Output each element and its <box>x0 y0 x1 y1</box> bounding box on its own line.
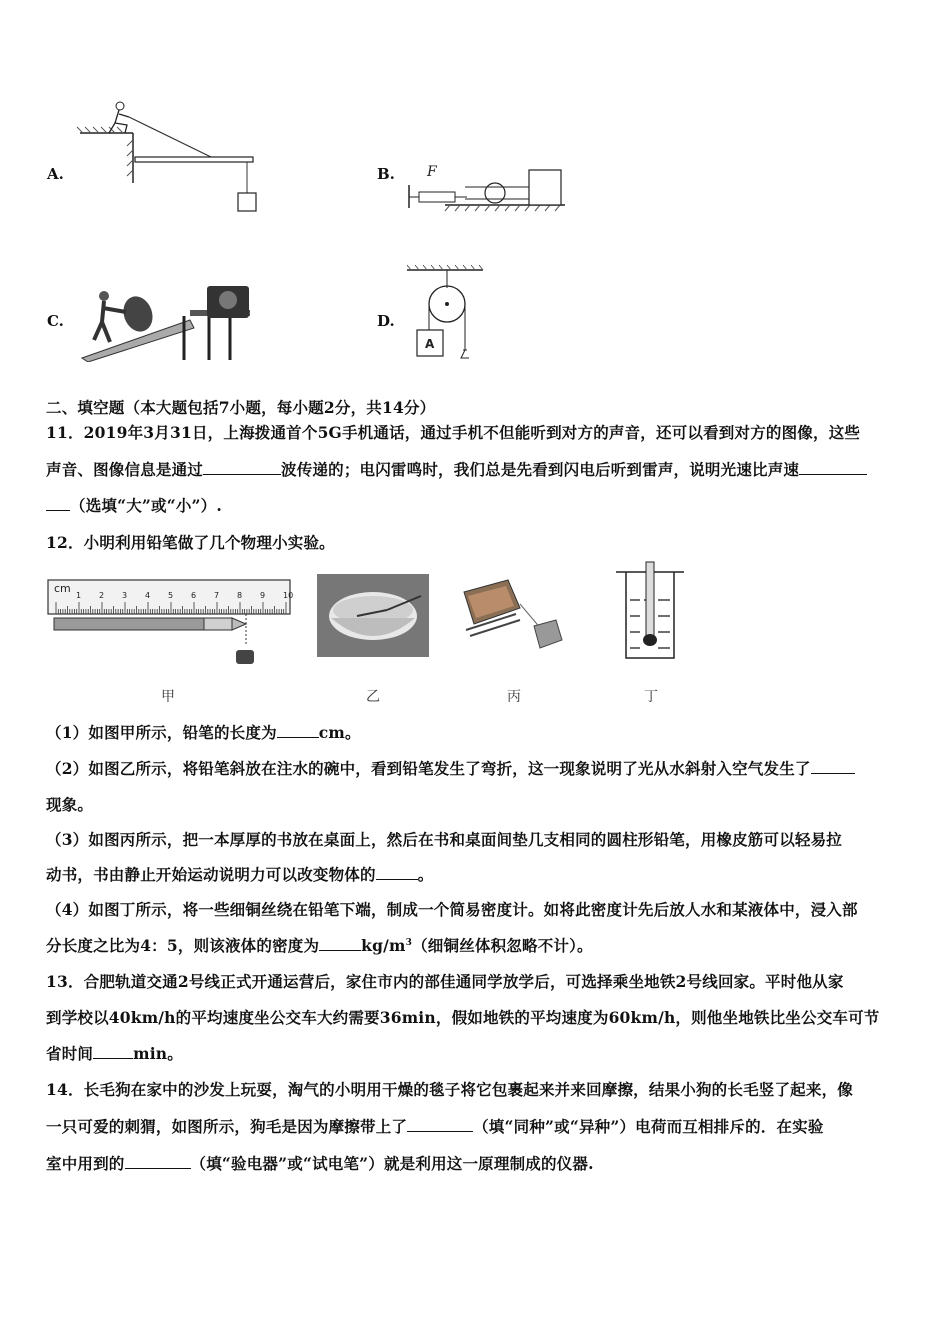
lever-figure-a <box>75 95 290 220</box>
q13-line-3 <box>46 1042 183 1064</box>
q12-part-4-cont <box>46 934 593 956</box>
q12-intro: 12．小明利用铅笔做了几个物理小实验。 <box>46 533 335 552</box>
option-c-label: C. <box>47 312 64 330</box>
q12-p1-text-a: （1）如图甲所示，铅笔的长度为 <box>46 723 277 742</box>
caption-jia: 甲 <box>161 689 175 705</box>
q13-text-3a: 省时间 <box>46 1044 94 1063</box>
q12-blank-3[interactable] <box>376 865 418 880</box>
caption-ding: 丁 <box>644 689 658 705</box>
q14-text-2a: 一只可爱的刺猬，如图所示，狗毛是因为摩擦带上了 <box>46 1117 408 1136</box>
option-d-label: D. <box>377 312 395 330</box>
q11-text-3: （选填“大”或“小”）. <box>70 496 222 515</box>
option-a-label: A. <box>47 165 64 183</box>
q11-line-3 <box>46 494 222 516</box>
caption-yi: 乙 <box>366 689 380 705</box>
force-label: F <box>427 164 437 180</box>
ruler-tick-label: 2 <box>99 591 105 600</box>
q12-p4-text-b: 分长度之比为4：5，则该液体的密度为 <box>46 936 320 955</box>
option-b-label: B. <box>377 165 395 183</box>
q14-text-2b: （填“同种”或“异种”）电荷而互相排斥的．在实验 <box>473 1117 824 1136</box>
ruler-tick-label: 5 <box>168 591 174 600</box>
ruler-figure-jia <box>46 574 296 674</box>
q12-blank-1[interactable] <box>277 723 319 738</box>
q14-line-1: 14．长毛狗在家中的沙发上玩耍，淘气的小明用干燥的毯子将它包裹起来并来回摩擦，结果小狗的长毛竖了起来，像 <box>46 1080 853 1099</box>
q11-text-2a: 声音、图像信息是通过 <box>46 460 204 479</box>
q14-blank-1[interactable] <box>407 1117 473 1132</box>
q11-blank-1[interactable] <box>203 460 281 475</box>
q13-line-2: 到学校以40km/h的平均速度坐公交车大约需要36min，假如地铁的平均速度为60km/h，则他坐地铁比坐公交车可节 <box>46 1008 880 1027</box>
caption-bing: 丙 <box>507 689 521 705</box>
q12-p2-text-a: （2）如图乙所示，将铅笔斜放在注水的碗中，看到铅笔发生了弯折，这一现象说明了光从水斜射入空气发生了 <box>46 759 811 778</box>
q12-part-4: （4）如图丁所示，将一些细铜丝绕在铅笔下端，制成一个简易密度计。如将此密度计先后放人水和某液体中，浸入部 <box>46 900 858 919</box>
q12-p1-text-b: cm。 <box>318 723 361 742</box>
ruler-tick-label: 4 <box>145 591 151 600</box>
q11-blank-2-cont[interactable] <box>46 496 70 511</box>
q12-p4-text-d: （细铜丝体积忽略不计）。 <box>412 936 593 955</box>
q12-part-3-cont <box>46 863 433 885</box>
ruler-tick-label: 6 <box>191 591 197 600</box>
q12-p3-text-b: 动书，书由静止开始运动说明力可以改变物体的 <box>46 865 376 884</box>
pulley-figure-b <box>405 160 570 215</box>
q11-text-2b: 波传递的；电闪雷鸣时，我们总是先看到闪电后听到雷声，说明光速比声速 <box>281 460 800 479</box>
q14-line-3 <box>46 1152 594 1174</box>
beaker-figure-ding <box>614 560 686 664</box>
q12-p3-text-c: 。 <box>417 865 434 884</box>
pulley-figure-d <box>405 262 485 362</box>
q11-line-1: 11．2019年3月31日，上海拨通首个5G手机通话，通过手机不但能听到对方的声音，还可以看到对方的图像，这些 <box>46 423 861 442</box>
book-figure-bing <box>456 574 568 654</box>
q12-p4-unit: kg/m <box>361 936 406 955</box>
ruler-tick-label: 7 <box>214 591 220 600</box>
q12-part-2 <box>46 757 855 779</box>
q12-blank-2[interactable] <box>811 759 855 774</box>
q11-line-2 <box>46 458 867 480</box>
ruler-unit: cm <box>54 582 71 595</box>
q12-part-3: （3）如图丙所示，把一本厚厚的书放在桌面上，然后在书和桌面间垫几支相同的圆柱形铅笔，用橡皮筋可以轻易拉 <box>46 830 842 849</box>
bowl-figure-yi <box>317 574 429 657</box>
block-a-label: A <box>425 337 435 351</box>
q12-blank-4[interactable] <box>319 936 361 951</box>
q12-p4-unit-sup: 3 <box>405 937 413 948</box>
ruler-tick-label: 9 <box>260 591 266 600</box>
q14-text-3b: （填“验电器”或“试电笔”）就是利用这一原理制成的仪器. <box>190 1154 594 1173</box>
q12-part-2-cont: 现象。 <box>46 795 94 814</box>
ruler-tick-label: 8 <box>237 591 243 600</box>
q14-blank-2[interactable] <box>125 1154 191 1169</box>
ruler-tick-label: 1 <box>76 591 82 600</box>
q11-blank-2[interactable] <box>799 460 867 475</box>
ramp-figure-c <box>72 280 257 362</box>
ruler-tick-label: 10 <box>283 591 294 600</box>
q14-text-3a: 室中用到的 <box>46 1154 125 1173</box>
q12-part-1 <box>46 721 361 743</box>
q13-line-1: 13．合肥轨道交通2号线正式开通运营后，家住市内的部佳通同学放学后，可选择乘坐地铁2号线回家。平时他从家 <box>46 972 844 991</box>
ruler-tick-label: 3 <box>122 591 128 600</box>
section-heading: 二、填空题（本大题包括7小题，每小题2分，共14分） <box>46 398 436 417</box>
q13-blank[interactable] <box>93 1044 133 1059</box>
q13-text-3b: min。 <box>133 1044 183 1063</box>
q14-line-2 <box>46 1115 824 1137</box>
